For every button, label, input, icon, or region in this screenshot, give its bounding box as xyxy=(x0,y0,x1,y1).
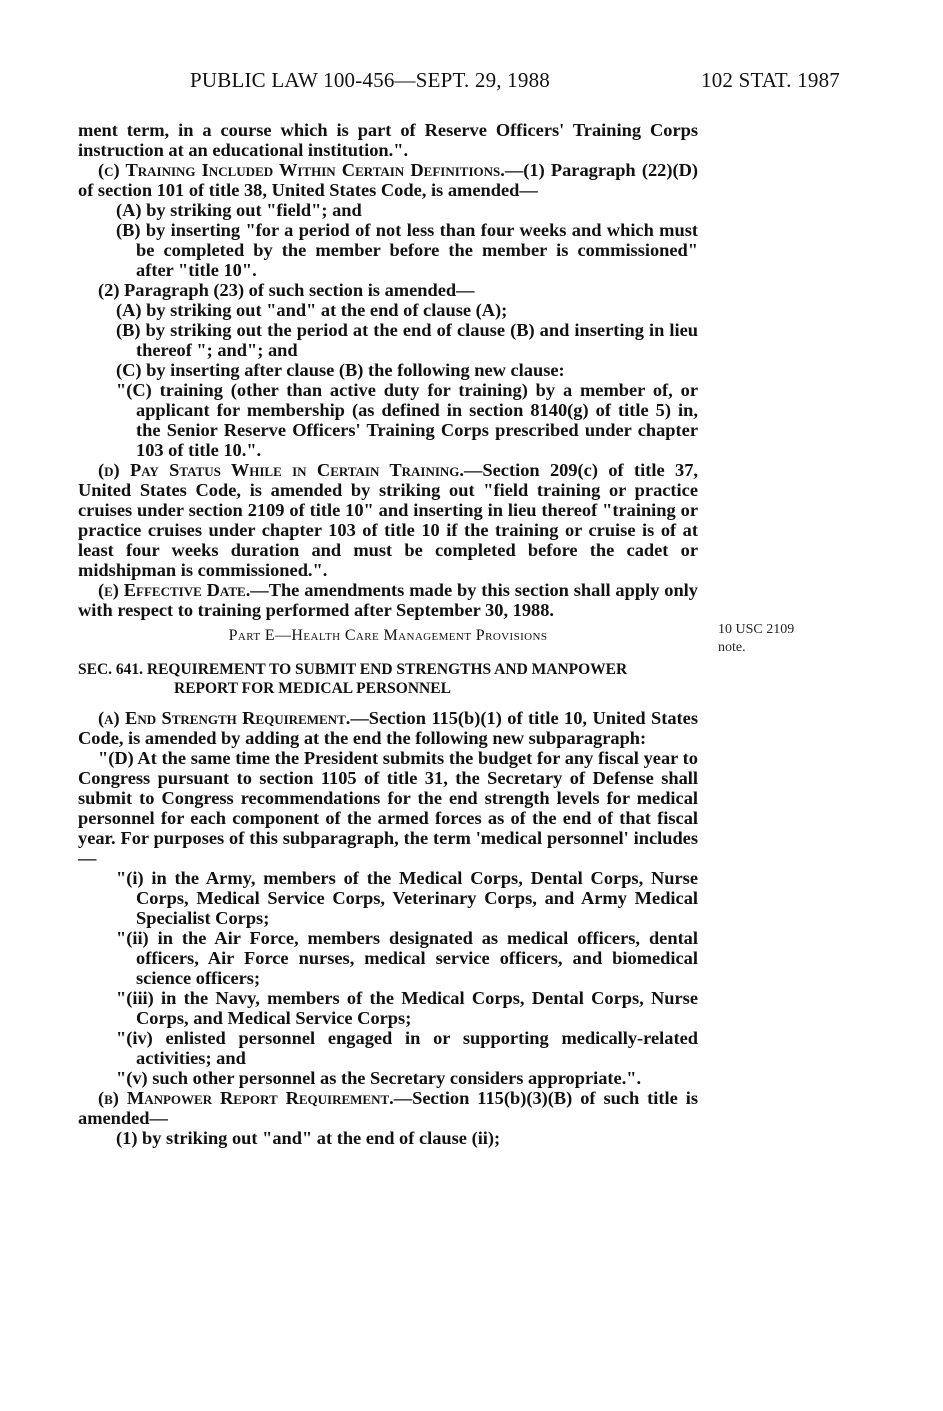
clause-i: "(i) in the Army, members of the Medical Corps, Dental Corps, Nurse Corps, Medical Service Corps, Veterinary Corps, and Army Medical Specialist Corps; xyxy=(116,868,698,928)
page-header xyxy=(190,68,840,98)
subsection-b-heading: (b) Manpower Report Requirement. xyxy=(98,1088,394,1108)
subsection-a-heading: (a) End Strength Requirement. xyxy=(98,708,351,728)
subsection-d-heading: (d) Pay Status While in Certain Training. xyxy=(98,460,465,480)
section-heading xyxy=(78,660,698,698)
paragraph-continuation: ment term, in a course which is part of Reserve Officers' Training Corps instruction at an educational institution.". xyxy=(78,120,698,160)
clause-iii: "(iii) in the Navy, members of the Medical Corps, Dental Corps, Nurse Corps, and Medical Service Corps; xyxy=(116,988,698,1028)
margin-note-citation: 10 USC 2109 xyxy=(718,622,795,637)
subsection-b-text: —Section 115(b)(3)(B) of such title is amended— xyxy=(78,1088,699,1128)
subsection-c-text: —(1) Paragraph (22)(D) of section 101 of title 38, United States Code, is amended— xyxy=(78,160,698,200)
clause-c-B: (B) by inserting "for a period of not less than four weeks and which must be completed by the member before the member is commissioned" after "title 10". xyxy=(116,220,698,280)
clause-c-A: (A) by striking out "field"; and xyxy=(116,200,362,220)
part-heading: Part E—Health Care Management Provisions xyxy=(228,627,548,644)
subparagraph-D: "(D) At the same time the President submits the budget for any fiscal year to Congress pursuant to section 1105 of title 31, the Secretary of Defense shall submit to Congress recommendations for the end strength levels for medical personnel for each component of the armed forces as of the end of that fiscal year. For purposes of this subparagraph, the term 'medical personnel' includes— xyxy=(78,748,698,868)
section-heading-line2: REPORT FOR MEDICAL PERSONNEL xyxy=(174,680,451,697)
clause-ii: "(ii) in the Air Force, members designated as medical officers, dental officers, Air Force nurses, medical service officers, and biomedical science officers; xyxy=(116,928,698,988)
paragraph-c-2: (2) Paragraph (23) of such section is amended— xyxy=(98,280,475,300)
section-heading-line1: SEC. 641. REQUIREMENT TO SUBMIT END STRENGTHS AND MANPOWER xyxy=(78,661,628,678)
clause-c2-A: (A) by striking out "and" at the end of clause (A); xyxy=(116,300,508,320)
clause-v: "(v) such other personnel as the Secretary considers appropriate.". xyxy=(116,1068,642,1088)
law-title: PUBLIC LAW 100-456—SEPT. 29, 1988 xyxy=(190,68,550,92)
subsection-c-heading: (c) Training Included Within Certain Definitions. xyxy=(98,160,505,180)
subsection-b xyxy=(78,1088,698,1128)
statute-page-number: 102 STAT. 1987 xyxy=(701,68,840,92)
clause-c2-B: (B) by striking out the period at the end of clause (B) and inserting in lieu thereof "; and"; and xyxy=(116,320,698,360)
subsection-e-heading: (e) Effective Date. xyxy=(98,580,251,600)
subsection-a xyxy=(78,708,698,748)
subsection-e-text: —The amendments made by this section shall apply only with respect to training performed after September 30, 1988. xyxy=(78,580,698,620)
clause-iv: "(iv) enlisted personnel engaged in or supporting medically-related activities; and xyxy=(116,1028,698,1068)
subsection-e xyxy=(78,580,698,620)
subsection-d-text: —Section 209(c) of title 37, United States Code, is amended by striking out "field training or practice cruises under section 2109 of title 10" and inserting in lieu thereof "training or practice cruises under chapter 103 of title 10 if the training or cruise is of at least four weeks duration and must be completed before the cadet or midshipman is commissioned.". xyxy=(78,460,698,580)
quoted-clause-C: "(C) training (other than active duty for training) by a member of, or applicant for membership (as defined in section 8140(g) of title 5) in, the Senior Reserve Officers' Training Corps prescribed under chapter 103 of title 10.". xyxy=(116,380,698,460)
margin-note xyxy=(718,621,838,657)
margin-note-suffix: note. xyxy=(718,640,746,655)
clause-b-1: (1) by striking out "and" at the end of clause (ii); xyxy=(116,1128,501,1148)
clause-c2-C: (C) by inserting after clause (B) the following new clause: xyxy=(116,360,565,380)
subsection-a-text: —Section 115(b)(1) of title 10, United States Code, is amended by adding at the end the following new subparagraph: xyxy=(78,708,698,748)
subsection-d xyxy=(78,460,698,580)
document-body xyxy=(78,120,698,1148)
subsection-c xyxy=(78,160,698,200)
